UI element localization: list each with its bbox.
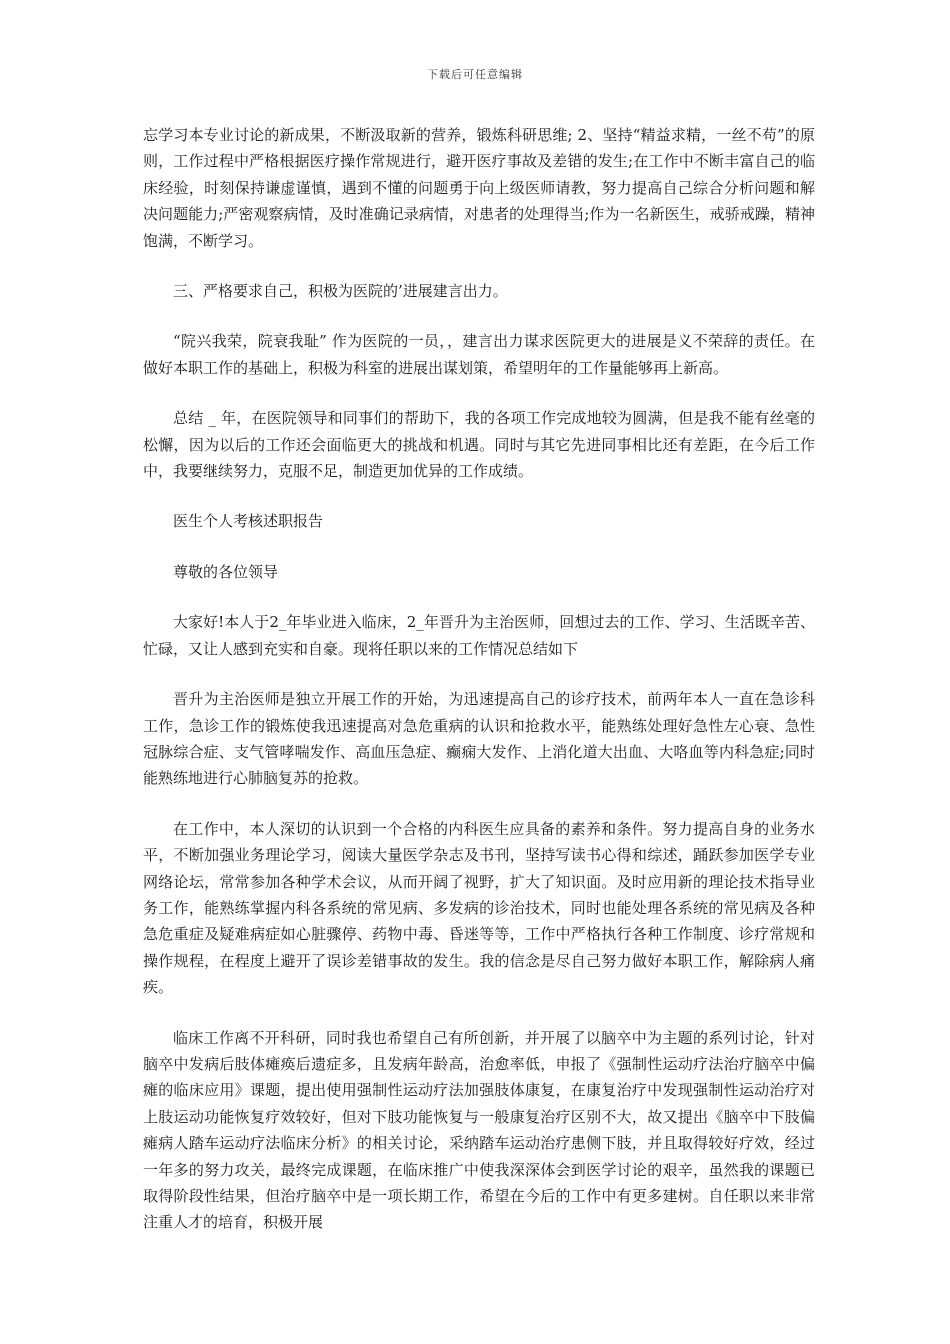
page-header-note: 下载后可任意编辑 — [427, 68, 523, 81]
paragraph-research: 临床工作离不开科研，同时我也希望自己有所创新，并开展了以脑卒中为主题的系列讨论，针对脑卒中发病后肢体瘫痪后遗症多，且发病年龄高，治愈率低，申报了《强制性运动疗法治疗脑卒中偏瘫的临床应用》课题，提出使用强制性运动疗法加强肢体康复，在康复治疗中发现强制性运动治疗对上肢运动功能恢复疗效较好，但对下肢功能恢复与一般康复治疗区别不大，故又提出《脑卒中下肢偏瘫病人踏车运动疗法临床分析》的相关讨论，采纳踏车运动治疗患侧下肢，并且取得较好疗效，经过一年多的努力攻关，最终完成课题，在临床推广中使我深深体会到医学讨论的艰辛，虽然我的课题已取得阶段性结果，但治疗脑卒中是一项长期工作，希望在今后的工作中有更多建树。自任职以来非常注重人才的培育，积极开展 — [143, 1028, 815, 1232]
document-body — [143, 122, 815, 1236]
paragraph-continued: 忘学习本专业讨论的新成果，不断汲取新的营养，锻炼科研思维; 2、坚持“精益求精，一丝不苟”的原则，工作过程中严格根据医疗操作常规进行，避开医疗事故及差错的发生;在工作中不断丰富自己的临床经验，时刻保持谦虚谨慎，遇到不懂的问题勇于向上级医师请教，努力提高自己综合分析问题和解决问题能力;严密观察病情，及时准确记录病情，对患者的处理得当;作为一名新医生，戒骄戒躁，精神饱满，不断学习。 — [143, 126, 815, 250]
paragraph-work-quality: 在工作中，本人深切的认识到一个合格的内科医生应具备的素养和条件。努力提高自身的业务水平，不断加强业务理论学习，阅读大量医学杂志及书刊，坚持写读书心得和综述，踊跃参加医学专业网络论坛，常常参加各种学术会议，从而开阔了视野，扩大了知识面。及时应用新的理论技术指导业务工作，能熟练掌握内科各系统的常见病、多发病的诊治技术，同时也能处理各系统的常见病及各种急危重症及疑难病症如心脏骤停、药物中毒、昏迷等等，工作中严格执行各种工作制度、诊疗常规和操作规程，在程度上避开了误诊差错事故的发生。我的信念是尽自己努力做好本职工作，解除病人痛疾。 — [143, 819, 815, 997]
section-heading-three: 三、严格要求自己，积极为医院的’进展建言出力。 — [173, 282, 508, 301]
paragraph-summary: 总结 _ 年，在医院领导和同事们的帮助下，我的各项工作完成地较为圆满，但是我不能有丝毫的松懈，因为以后的工作还会面临更大的挑战和机遇。同时与其它先进同事相比还有差距，在今后工作中，我要继续努力，克服不足，制造更加优异的工作成绩。 — [143, 409, 815, 481]
paragraph-promotion: 晋升为主治医师是独立开展工作的开始，为迅速提高自己的诊疗技术，前两年本人一直在急诊科工作，急诊工作的锻炼使我迅速提高对急危重病的认识和抢救水平，能熟练处理好急性左心衰、急性冠脉综合症、支气管哮喘发作、高血压急症、癫痫大发作、上消化道大出血、大咯血等内科急症;同时能熟练地进行心肺脑复苏的抢救。 — [143, 690, 815, 788]
salutation: 尊敬的各位领导 — [173, 562, 279, 581]
paragraph-hospital-pride: “院兴我荣，院衰我耻” 作为医院的一员，，建言出力谋求医院更大的进展是义不荣辞的责任。在做好本职工作的基础上，积极为科室的进展出谋划策，希望明年的工作量能够再上新高。 — [143, 332, 815, 377]
paragraph-greeting: 大家好!本人于2_年毕业进入临床，2_年晋升为主治医师，回想过去的工作、学习、生活既辛苦、忙碌，又让人感到充实和自豪。现将任职以来的工作情况总结如下 — [143, 613, 815, 658]
report-title: 医生个人考核述职报告 — [173, 512, 324, 531]
